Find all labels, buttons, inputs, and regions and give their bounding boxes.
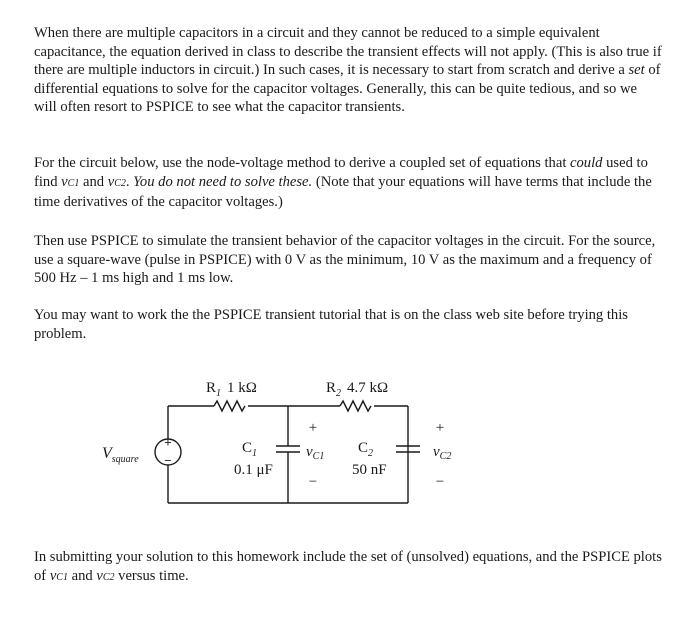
submission-text: In submitting your solution to this homework include the set of (unsolved) equations, and the PSPICE plots of (34, 549, 662, 584)
vc1-var-2: vC1 (49, 567, 68, 584)
resistor-r2 (340, 401, 371, 411)
intro-paragraph (34, 24, 662, 117)
r2-label: $R_2$ 4.7 kΩ (326, 380, 389, 399)
circuit-diagram (0, 370, 673, 540)
c1-label: $C_1$ (242, 440, 258, 459)
task-text-c: (Note that your equations will have terms that include the time derivatives of the capacitor voltages.) (34, 173, 652, 211)
task-text-b: used to find (34, 155, 648, 190)
source-minus: − (164, 453, 172, 468)
task-and: and (79, 173, 108, 190)
intro-text-end: of differential equations to solve for the capacitor voltages. Generally, this can be quite tedious, and so we will often resort to PSPICE to see what the capacitor transients. (34, 62, 661, 116)
vc2-label: $v_{C2}$ (433, 444, 452, 462)
submission-end: versus time. (114, 567, 189, 584)
source-plus: + (164, 435, 172, 450)
pspice-paragraph: Then use PSPICE to simulate the transient behavior of the capacitor voltages in the circuit. For the source, use a square-wave (pulse in PSPICE) with 0 V as the minimum, 10 V as the maximum and a frequency of 500 Hz – 1 ms high and 1 ms low. (34, 233, 656, 287)
intro-emphasis: set (628, 62, 645, 79)
intro-text: When there are multiple capacitors in a circuit and they cannot be reduced to a simple equivalent capacitance, the equation derived in class to describe the transient effects will not apply. (This is also true if there are multiple inductors in circuit.) In such cases, it is necessary to start from scratch and derive a (34, 25, 662, 79)
c2-label: $C_2$ (358, 440, 374, 459)
vc2-minus: − (435, 474, 445, 490)
source-label: $V_{square}$ (102, 445, 139, 465)
vc2-var: vC2 (107, 173, 126, 190)
vc2-var-2: vC2 (96, 567, 115, 584)
c2-value: 50 nF (352, 462, 387, 478)
submission-paragraph (34, 548, 662, 587)
vc1-label: $v_{C1}$ (306, 444, 325, 462)
vc1-minus: − (308, 474, 318, 490)
task-paragraph: For the circuit below, use the node-voltage method to derive a coupled set of equations that could used to find vC1 and vC2. You do not need to solve these. (Note that your equations will have terms that include the time derivatives of the capacitor voltages.) (34, 155, 652, 211)
vc2-plus: + (435, 420, 445, 436)
c1-value: 0.1 μF (234, 462, 273, 478)
vc1-var: vC1 (61, 173, 80, 190)
resistor-r1 (214, 401, 245, 411)
capacitor-c1-plates (276, 446, 300, 452)
r1-label: $R_1$ 1 kΩ (206, 380, 257, 399)
tutorial-paragraph: You may want to work the the PSPICE transient tutorial that is on the class web site before trying this problem. (34, 307, 628, 342)
vc1-plus: + (308, 420, 318, 436)
task-emphasis-could: could (570, 155, 603, 171)
task-text-a: For the circuit below, use the node-voltage method to derive a coupled set of equations that (34, 155, 571, 171)
task-emphasis-nosolve: You do not need to solve these. (133, 173, 313, 190)
submission-and: and (67, 567, 97, 584)
